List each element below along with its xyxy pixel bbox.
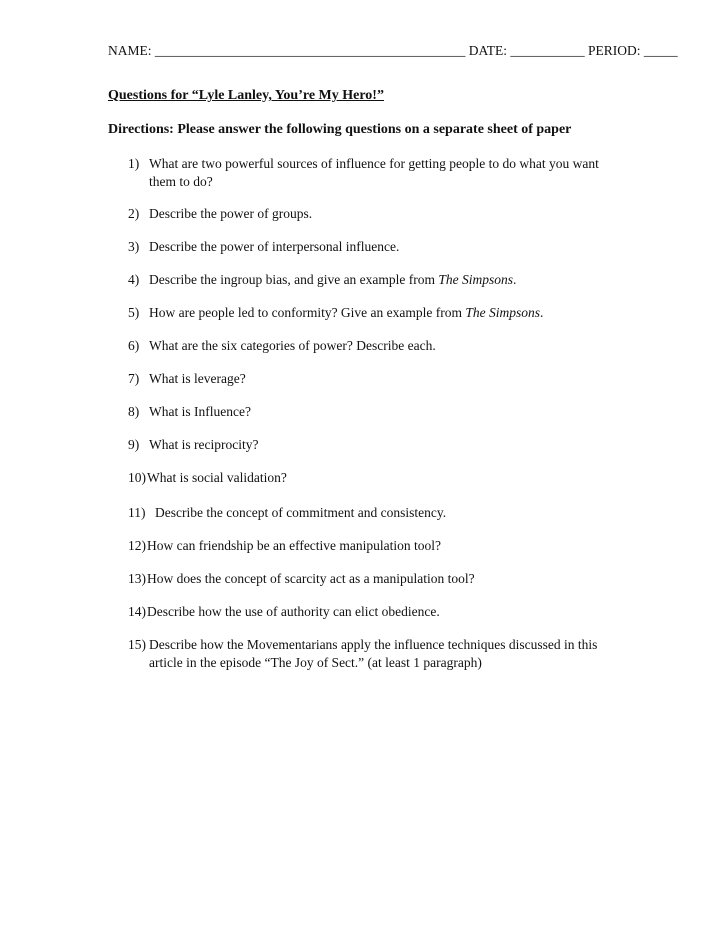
question-text: Describe the concept of commitment and consistency. <box>155 505 447 520</box>
question-item-4 <box>128 271 628 289</box>
question-text: Describe how the use of authority can elict obedience. <box>147 604 440 619</box>
period-blank: _____ <box>643 43 678 58</box>
question-item-9 <box>128 436 628 454</box>
date-label: DATE: <box>468 43 507 58</box>
name-label: NAME: <box>108 43 152 58</box>
question-text-end: . <box>513 272 517 287</box>
question-number: 3) <box>128 239 140 254</box>
period-label: PERIOD: <box>588 43 641 58</box>
question-number: 10) <box>128 470 146 485</box>
question-text: What is leverage? <box>149 371 246 386</box>
question-text: What is reciprocity? <box>149 437 259 452</box>
question-number: 2) <box>128 206 140 221</box>
question-item-11 <box>128 504 628 522</box>
question-text: What are the six categories of power? Describe each. <box>149 338 436 353</box>
question-item-7 <box>128 370 628 388</box>
question-number: 7) <box>128 371 140 386</box>
question-item-10 <box>128 469 628 487</box>
question-text <box>128 271 628 289</box>
question-item-5 <box>128 304 628 322</box>
question-number: 5) <box>128 305 140 320</box>
question-text: Describe the power of groups. <box>149 206 313 221</box>
question-number: 15) <box>128 637 146 652</box>
directions-text: Directions: Please answer the following questions on a separate sheet of paper <box>108 122 572 137</box>
question-text: What are two powerful sources of influence for getting people to do what you want them to do? <box>149 156 599 189</box>
question-text: How does the concept of scarcity act as a manipulation tool? <box>147 571 475 586</box>
question-text <box>128 304 628 322</box>
question-number: 6) <box>128 338 140 353</box>
question-number: 8) <box>128 404 140 419</box>
question-item-8 <box>128 403 628 421</box>
show-title: The Simpsons <box>438 272 514 287</box>
question-item-15 <box>128 636 628 672</box>
question-text: What is social validation? <box>147 470 287 485</box>
question-number: 1) <box>128 156 140 171</box>
question-text: Describe how the Movementarians apply the influence techniques discussed in this article in the episode “The Joy of Sect.” (at least 1 paragraph) <box>149 637 598 670</box>
question-number: 12) <box>128 538 146 553</box>
question-text-main: How are people led to conformity? Give an example from <box>149 305 466 320</box>
date-blank: ___________ <box>510 43 585 58</box>
worksheet-title: Questions for “Lyle Lanley, You’re My Hero!” <box>108 88 384 103</box>
question-text-main: Describe the ingroup bias, and give an example from <box>149 272 439 287</box>
question-item-3 <box>128 238 628 256</box>
question-item-12 <box>128 537 628 555</box>
question-item-2 <box>128 205 628 223</box>
question-number: 14) <box>128 604 146 619</box>
question-text: What is Influence? <box>149 404 251 419</box>
show-title: The Simpsons <box>465 305 541 320</box>
question-item-1 <box>128 155 628 191</box>
question-number: 4) <box>128 272 140 287</box>
question-list <box>128 155 628 672</box>
name-blank: ______________________________________________ <box>154 43 466 58</box>
question-text: Describe the power of interpersonal influence. <box>149 239 400 254</box>
question-text: How can friendship be an effective manipulation tool? <box>147 538 442 553</box>
question-text-end: . <box>540 305 544 320</box>
question-number: 11) <box>128 505 146 520</box>
question-number: 9) <box>128 437 140 452</box>
question-item-14 <box>128 603 628 621</box>
question-item-6 <box>128 337 628 355</box>
question-number: 13) <box>128 571 146 586</box>
student-info-header <box>108 42 678 60</box>
question-item-13 <box>128 570 628 588</box>
